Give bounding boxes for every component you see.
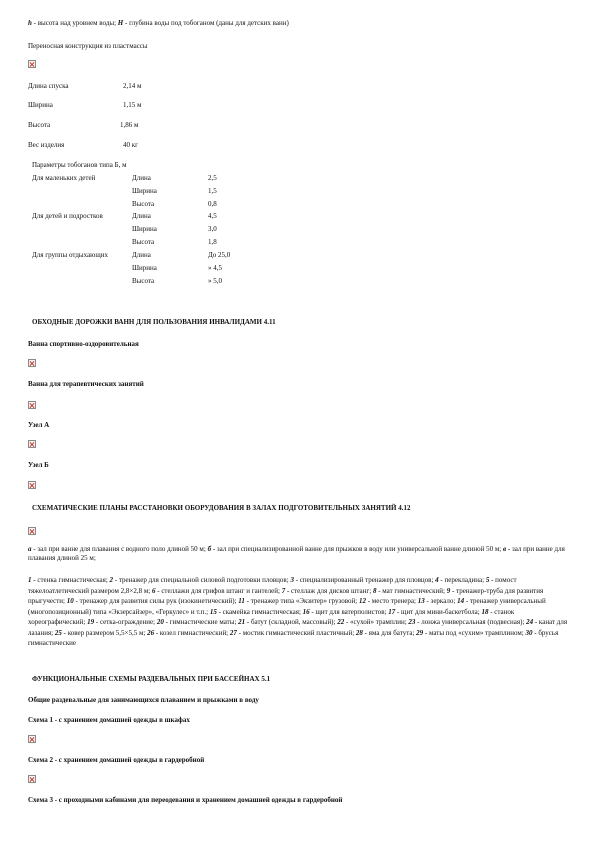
scheme-1-caption: Схема 1 - с хранением домашней одежды в шкафах [28,716,190,724]
equipment-list [28,575,573,649]
equipment-description: - батут (складной, массовый); [245,618,338,626]
caption-h-var: h [28,19,32,27]
caption-line [28,19,289,28]
param-name: Высота [132,277,155,285]
equipment-number: 14 [457,597,465,605]
equipment-number: 27 [229,628,237,637]
param-value: 0,8 [208,200,217,208]
equipment-description: - скамейка гимнастическая; [216,607,303,616]
equipment-number: 30 [525,628,533,637]
equipment-description: - сетка-ограждение; [94,618,157,626]
equipment-number: 24 [526,618,534,626]
equipment-number: 20 [156,618,164,626]
equipment-description: - щит для ватерполистов; [309,607,389,616]
equipment-description: - мат гимнастический; [376,586,447,595]
locker-heading: Общие раздевальные для занимающихся плаванием и прыжками в воду [28,696,259,704]
param-name: Высота [132,238,155,246]
plan-legend [28,545,573,563]
broken-image-icon [28,481,36,489]
broken-image-icon [28,60,36,68]
broken-image-icon [28,401,36,409]
param-name: Ширина [132,225,157,233]
spec-label: Вес изделия [28,141,65,149]
spec-value: 1,15 м [123,101,142,109]
spec-label: Высота [28,121,51,129]
param-value: 1,5 [208,187,217,195]
param-value: » 5,0 [208,277,222,285]
equipment-description: - брусья гимнастические [28,628,559,647]
equipment-number: 28 [355,628,363,637]
section-heading-4-12: СХЕМАТИЧЕСКИЕ ПЛАНЫ РАССТАНОВКИ ОБОРУДОВАНИЯ В ЗАЛАХ ПОДГОТОВИТЕЛЬНЫХ ЗАНЯТИЙ 4.12 [32,504,411,512]
slide-heading: Переносная конструкция из пластмассы [28,42,148,50]
legend-letter: б [207,545,212,553]
equipment-number: 16 [302,607,310,616]
broken-image-icon [28,440,36,448]
legend-text: - зал при ванне для плавания с водного поло длиной 50 м; [31,545,208,553]
equipment-description: - место тренера; [365,597,418,605]
spec-value: 2,14 м [123,82,142,90]
equipment-number: 21 [238,618,246,626]
equipment-number: 11 [238,597,245,605]
equipment-description: - тренажер универсальный (многопозиционный) типа «Экзерсайзер», «Геркулес» и т.п.; [28,597,546,616]
section-heading-5-1: ФУНКЦИОНАЛЬНЫЕ СХЕМЫ РАЗДЕВАЛЬНЫХ ПРИ БАССЕЙНАХ 5.1 [32,675,271,683]
legend-letter: в [502,545,507,553]
param-group: Для маленьких детей [32,174,96,182]
spec-value: 40 кг [123,141,139,149]
scheme-3-caption: Схема 3 - с проходными кабинами для переодевания и хранением домашней одежды в гардеробной [28,796,343,804]
equipment-number: 9 [446,586,451,595]
legend-text: - зал при ванне для плавания длиной 25 м; [28,545,565,562]
equipment-description: - маты под «сухим» трамплином; [423,628,526,637]
param-value: До 25,0 [208,251,231,259]
equipment-number: 1 [28,576,32,584]
equipment-number: 25 [54,628,62,637]
section-heading-4-11: ОБХОДНЫЕ ДОРОЖКИ ВАНН ДЛЯ ПОЛЬЗОВАНИЯ ИНВАЛИДАМИ 4.11 [32,318,276,326]
node-a-caption: Узел А [28,421,50,429]
equipment-description: - щит для мини-баскетбола; [395,607,482,616]
param-value: 2,5 [208,174,217,182]
equipment-description: - «сухой» трамплин; [344,618,409,626]
equipment-number: 10 [66,597,74,605]
equipment-number: 13 [417,597,425,605]
broken-image-icon [28,359,36,367]
param-value: » 4,5 [208,264,222,272]
equipment-description: - мостик гимнастический пластичный; [236,628,356,637]
equipment-description: - тренажер-труба для развития прыгучести; [28,586,544,605]
param-name: Ширина [132,187,157,195]
caption-h-text: - высота над уровнем воды; [31,19,118,27]
param-name: Длина [132,174,151,182]
equipment-number: 23 [408,618,416,626]
equipment-description: - стеллажи для грифов штанг и гантелей; [155,586,282,595]
equipment-description: - тренажер для развития силы рук (изокинетический); [73,597,239,605]
bath-therapy-caption: Ванна для терапевтических занятий [28,380,144,388]
param-group: Для группы отдыхающих [32,251,108,259]
equipment-number: 5 [485,576,490,584]
legend-letter: а [28,545,32,553]
equipment-number: 19 [87,618,95,626]
equipment-number: 8 [372,586,377,595]
caption-H-var: H [117,19,124,27]
param-name: Высота [132,200,155,208]
bath-sport-caption: Ванна спортивно-оздоровительная [28,340,139,348]
broken-image-icon [28,527,36,535]
equipment-number: 4 [435,576,439,584]
equipment-number: 17 [388,607,396,616]
spec-label: Длина спуска [28,82,69,90]
equipment-description: - тренажер для специальной силовой подготовки пловцов; [113,576,291,584]
param-value: 3,0 [208,225,217,233]
param-group: Для детей и подростков [32,212,103,220]
equipment-description: - канат для лазания; [28,618,568,637]
equipment-description: - тренажер типа «Экзитер» грузовой; [244,597,359,605]
spec-label: Ширина [28,101,53,109]
equipment-description: - стенка гимнастическая; [31,576,110,584]
equipment-number: 7 [281,586,286,595]
param-value: 4,5 [208,212,217,220]
param-name: Длина [132,212,151,220]
equipment-description: - перекладина; [438,576,486,584]
equipment-description: - гимнастические маты; [163,618,239,626]
equipment-number: 29 [416,628,424,637]
equipment-number: 3 [290,576,294,584]
equipment-number: 18 [481,607,489,616]
legend-text: - зал при специализированной ванне для прыжков в воду или универсальной ванне длиной 50 м; [211,545,503,553]
equipment-description: - специализированный тренажер для пловцов; [293,576,436,584]
param-name: Ширина [132,264,157,272]
broken-image-icon [28,775,36,783]
param-value: 1,8 [208,238,217,246]
equipment-number: 6 [151,586,156,595]
broken-image-icon [28,735,36,743]
equipment-description: - яма для батута; [362,628,417,637]
equipment-description: - лонжа универсальная (подвесная); [415,618,527,626]
scheme-2-caption: Схема 2 - с хранением домашней одежды в гардеробной [28,756,205,764]
equipment-description: - станок хореографический; [28,607,515,626]
equipment-number: 22 [337,618,345,626]
equipment-description: - козел гимнастический; [154,628,230,637]
equipment-description: - стеллаж для дисков штанг; [285,586,373,595]
param-name: Длина [132,251,151,259]
equipment-description: - помост тяжелоатлетический размером 2,8×2,8 м; [28,576,517,595]
toboggan-params-title: Параметры тобоганов типа Б, м [32,161,127,169]
node-b-caption: Узел Б [28,461,49,469]
equipment-description: - ковер размером 5,5×5,5 м; [61,628,148,637]
spec-value: 1,86 м [120,121,139,129]
equipment-number: 15 [209,607,217,616]
equipment-number: 12 [358,597,366,605]
caption-H-text: - глубина воды под тобоганом (даны для детских ванн) [123,19,289,27]
equipment-number: 2 [109,576,114,584]
equipment-number: 26 [147,628,155,637]
equipment-description: - зеркало; [424,597,458,605]
